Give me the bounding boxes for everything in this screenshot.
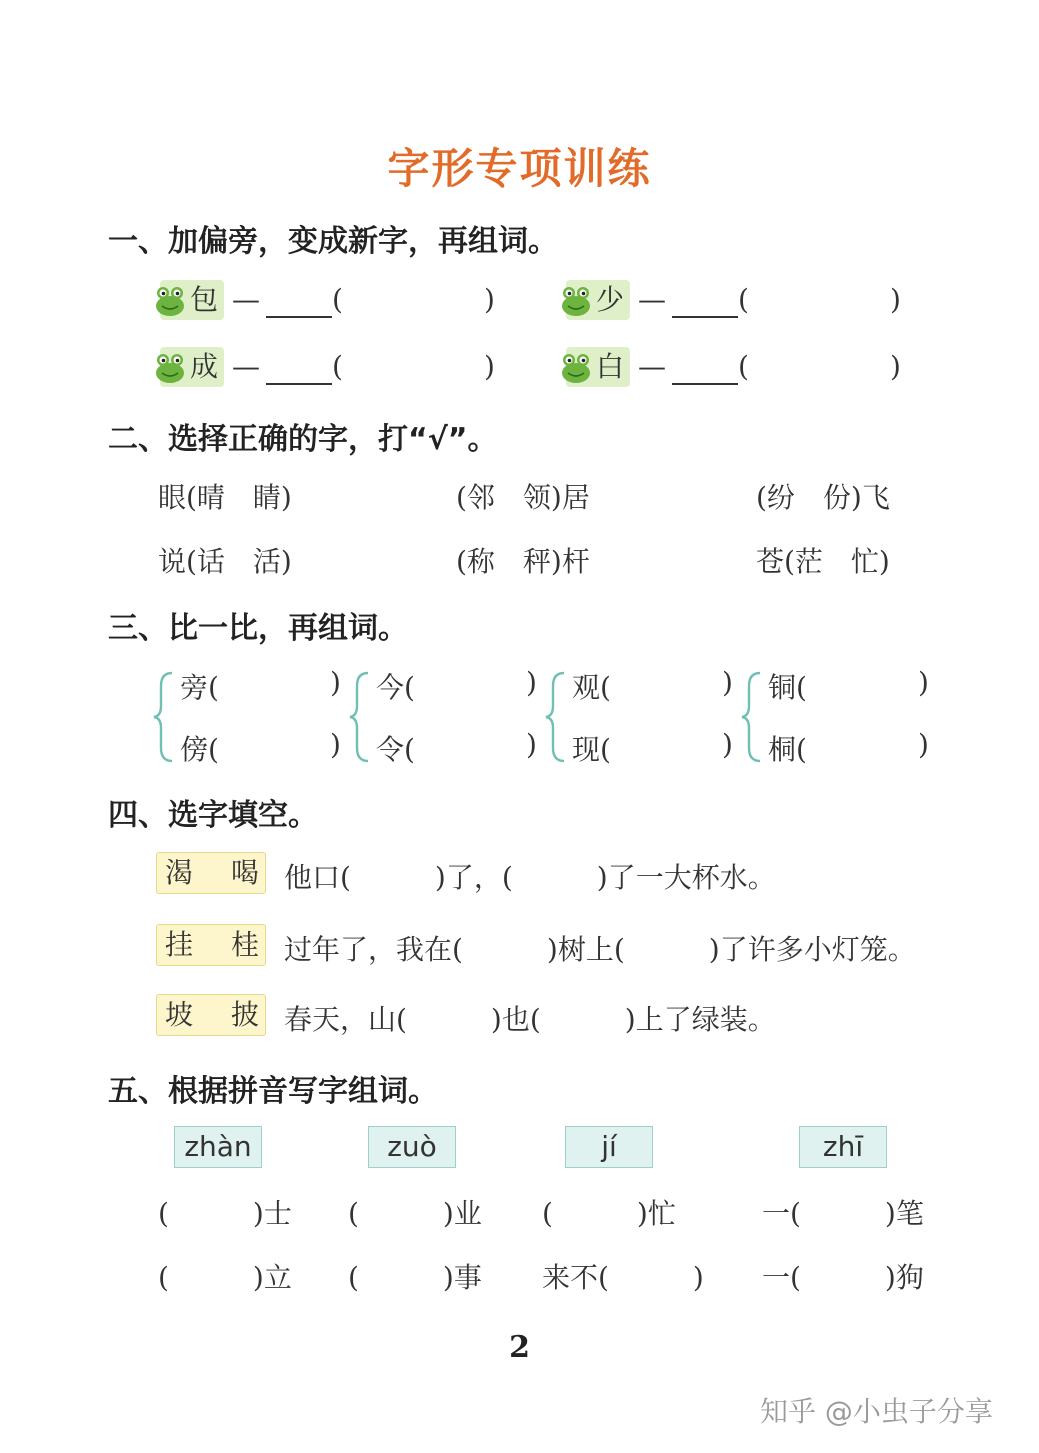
frog-icon [152,349,188,385]
word-blank[interactable]: ( )忙 [542,1197,676,1230]
dash: — [232,350,260,383]
compare-char-top: 铜( [768,671,807,704]
brace-icon [152,670,178,764]
section-3-heading: 三、比一比，再组词。 [108,611,408,646]
choice-item[interactable]: (邻 领)居 [456,481,590,514]
open-paren: ( [738,283,749,316]
choice-item[interactable]: (称 秤)杆 [456,545,590,578]
base-char: 白 [596,350,625,383]
fill-sentence[interactable]: 过年了，我在( )树上( )了许多小灯笼。 [284,933,916,966]
compare-char-top: 今( [376,671,415,704]
close-paren: ) [890,350,901,383]
page-number: 2 [509,1330,530,1365]
choice-item[interactable]: 说(话 活) [158,545,292,578]
section-4-heading: 四、选字填空。 [108,798,318,833]
close-paren: ) [722,728,733,761]
frog-icon [152,282,188,318]
word-blank[interactable]: ( )事 [348,1261,482,1294]
word-blank[interactable]: ( )业 [348,1197,482,1230]
base-char: 包 [190,283,219,316]
word-blank[interactable]: 来不( ) [542,1261,704,1294]
section-1-heading: 一、加偏旁，变成新字，再组词。 [108,224,558,259]
base-char: 成 [190,350,219,383]
word-blank[interactable]: ( )立 [158,1261,292,1294]
pinyin-box: zuò [368,1126,456,1168]
option-box [156,852,266,894]
close-paren: ) [484,283,495,316]
option-box [156,994,266,1036]
option-char: 挂 [165,928,194,961]
section-5-heading: 五、根据拼音写字组词。 [108,1074,438,1109]
dash: — [638,350,666,383]
close-paren: ) [890,283,901,316]
frog-icon [558,282,594,318]
option-char: 渴 [165,856,194,889]
choice-item[interactable]: 眼(晴 睛) [158,481,292,514]
choice-item[interactable]: 苍(茫 忙) [756,545,890,578]
dash: — [232,283,260,316]
section-2-heading: 二、选择正确的字，打“√”。 [108,422,498,457]
answer-blank[interactable] [266,316,332,318]
compare-char-bottom: 桐( [768,733,807,766]
choice-item[interactable]: (纷 份)飞 [756,481,890,514]
close-paren: ) [526,728,537,761]
compare-char-top: 观( [572,671,611,704]
close-paren: ) [484,350,495,383]
watermark: 知乎 @小虫子分享 [760,1395,993,1428]
open-paren: ( [738,350,749,383]
close-paren: ) [722,666,733,699]
open-paren: ( [332,350,343,383]
option-box [156,924,266,966]
fill-sentence[interactable]: 春天，山( )也( )上了绿装。 [284,1003,776,1036]
option-char: 桂 [231,928,260,961]
close-paren: ) [330,666,341,699]
answer-blank[interactable] [672,316,738,318]
answer-blank[interactable] [266,383,332,385]
compare-char-bottom: 现( [572,733,611,766]
option-char: 喝 [231,856,260,889]
fill-sentence[interactable]: 他口( )了，( )了一大杯水。 [284,861,776,894]
answer-blank[interactable] [672,383,738,385]
close-paren: ) [526,666,537,699]
frog-icon [558,349,594,385]
close-paren: ) [330,728,341,761]
brace-icon [348,670,374,764]
compare-char-bottom: 令( [376,733,415,766]
word-blank[interactable]: ( )士 [158,1197,292,1230]
option-char: 披 [231,998,260,1031]
open-paren: ( [332,283,343,316]
brace-icon [740,670,766,764]
word-blank[interactable]: 一( )笔 [762,1197,924,1230]
pinyin-box: jí [565,1126,653,1168]
close-paren: ) [918,728,929,761]
compare-char-top: 旁( [180,671,219,704]
base-char: 少 [596,283,625,316]
pinyin-box: zhī [799,1126,887,1168]
page-title: 字形专项训练 [387,144,652,193]
dash: — [638,283,666,316]
compare-char-bottom: 傍( [180,733,219,766]
word-blank[interactable]: 一( )狗 [762,1261,924,1294]
pinyin-box: zhàn [174,1126,262,1168]
option-char: 坡 [165,998,194,1031]
brace-icon [544,670,570,764]
close-paren: ) [918,666,929,699]
